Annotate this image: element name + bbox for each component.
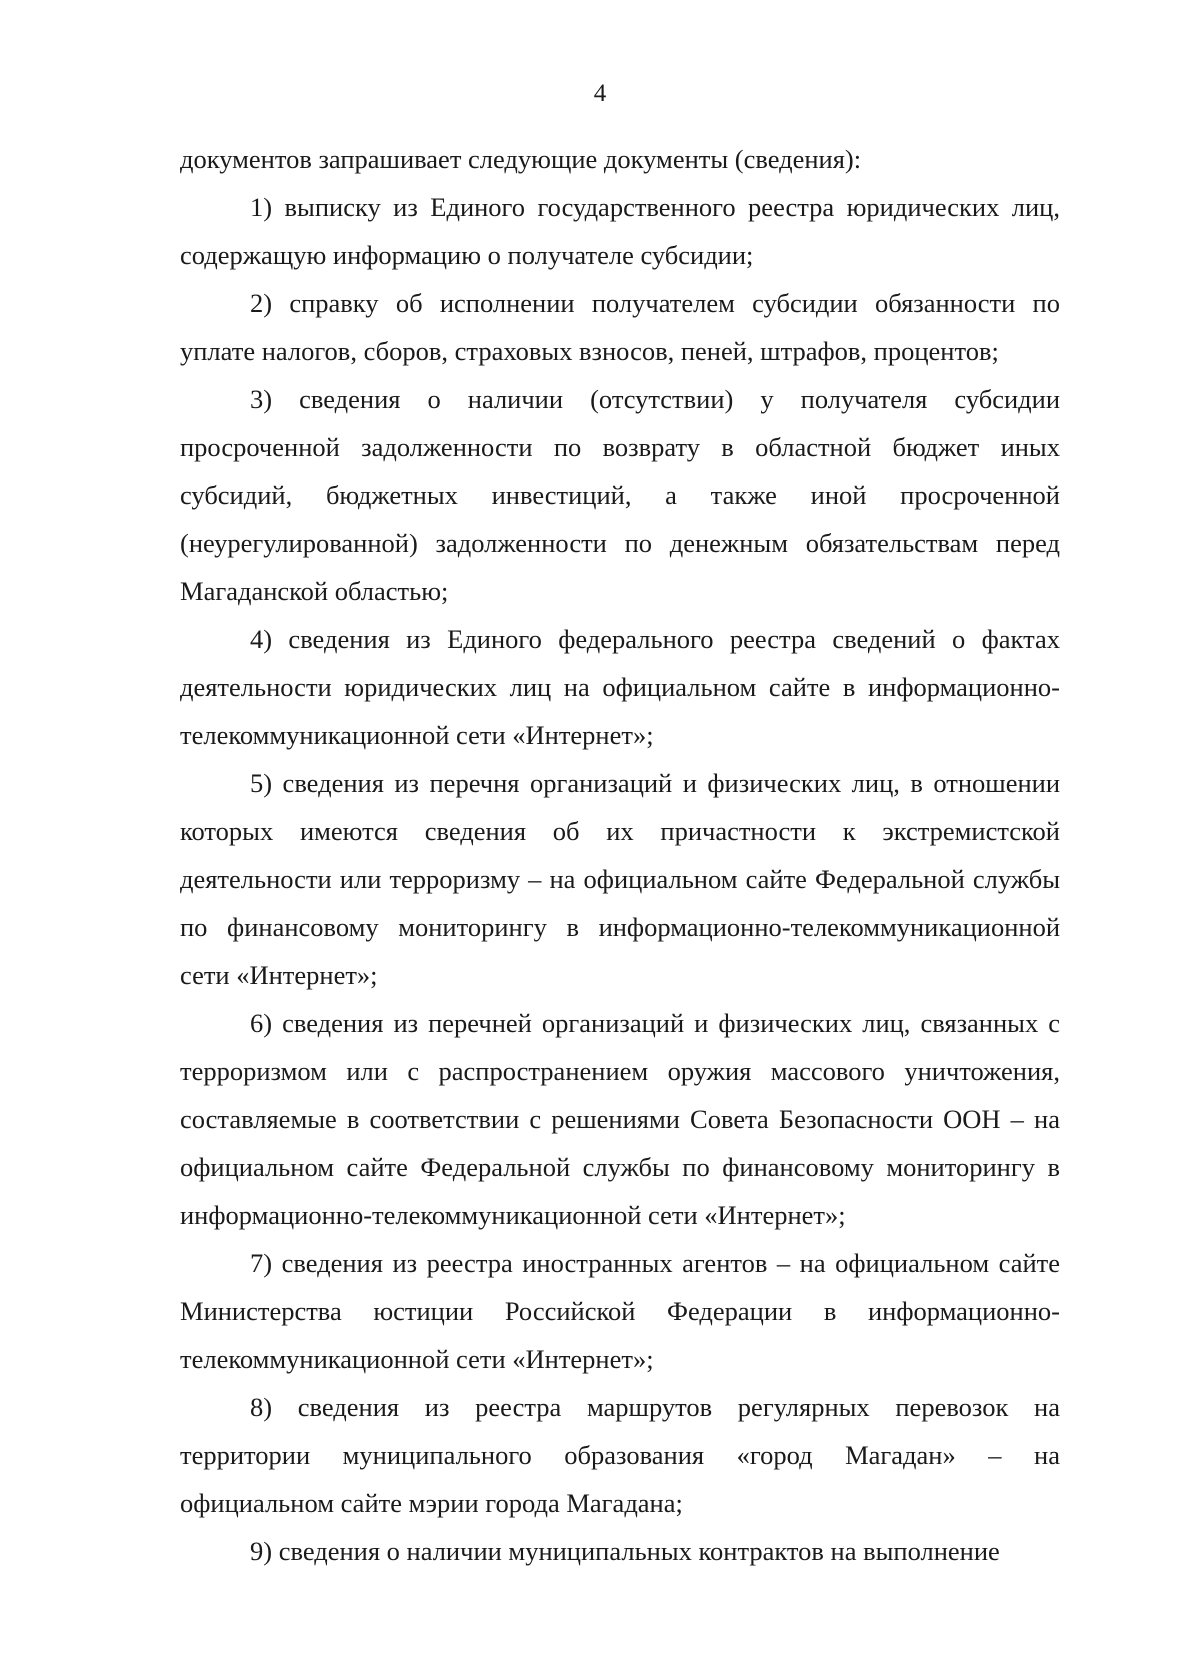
list-item: 2) справку об исполнении получателем субсидии обязанности по уплате налогов, сборов, страховых взносов, пеней, штрафов, процентов; <box>180 288 1060 366</box>
list-item: 3) сведения о наличии (отсутствии) у получателя субсидии просроченной задолженности по возврату в областной бюджет иных субсидий, бюджетных инвестиций, а также иной просроченной (неурегулированной) задолженности по денежным обязательствам перед Магаданской областью; <box>180 384 1060 606</box>
list-item: 4) сведения из Единого федерального реестра сведений о фактах деятельности юридических лиц на официальном сайте в информационно-телекоммуникационной сети «Интернет»; <box>180 624 1060 750</box>
list-item: 8) сведения из реестра маршрутов регулярных перевозок на территории муниципального образования «город Магадан» – на официальном сайте мэрии города Магадана; <box>180 1392 1060 1518</box>
list-item: 6) сведения из перечней организаций и физических лиц, связанных с терроризмом или с распространением оружия массового уничтожения, составляемые в соответствии с решениями Совета Безопасности ООН – на официальном сайте Федеральной службы по финансовому мониторингу в информационно-телекоммуникационной сети «Интернет»; <box>180 1008 1060 1230</box>
intro-paragraph: документов запрашивает следующие документы (сведения): <box>180 144 862 174</box>
page-number: 4 <box>593 80 607 107</box>
list-item: 9) сведения о наличии муниципальных контрактов на выполнение <box>250 1536 1000 1566</box>
list-item: 7) сведения из реестра иностранных агентов – на официальном сайте Министерства юстиции Российской Федерации в информационно-телекоммуникационной сети «Интернет»; <box>180 1248 1060 1374</box>
list-item: 1) выписку из Единого государственного реестра юридических лиц, содержащую информацию о получателе субсидии; <box>180 192 1060 270</box>
document-body <box>180 135 1060 1575</box>
list-item: 5) сведения из перечня организаций и физических лиц, в отношении которых имеются сведения об их причастности к экстремистской деятельности или терроризму – на официальном сайте Федеральной службы по финансовому мониторингу в информационно-телекоммуникационной сети «Интернет»; <box>180 768 1060 990</box>
